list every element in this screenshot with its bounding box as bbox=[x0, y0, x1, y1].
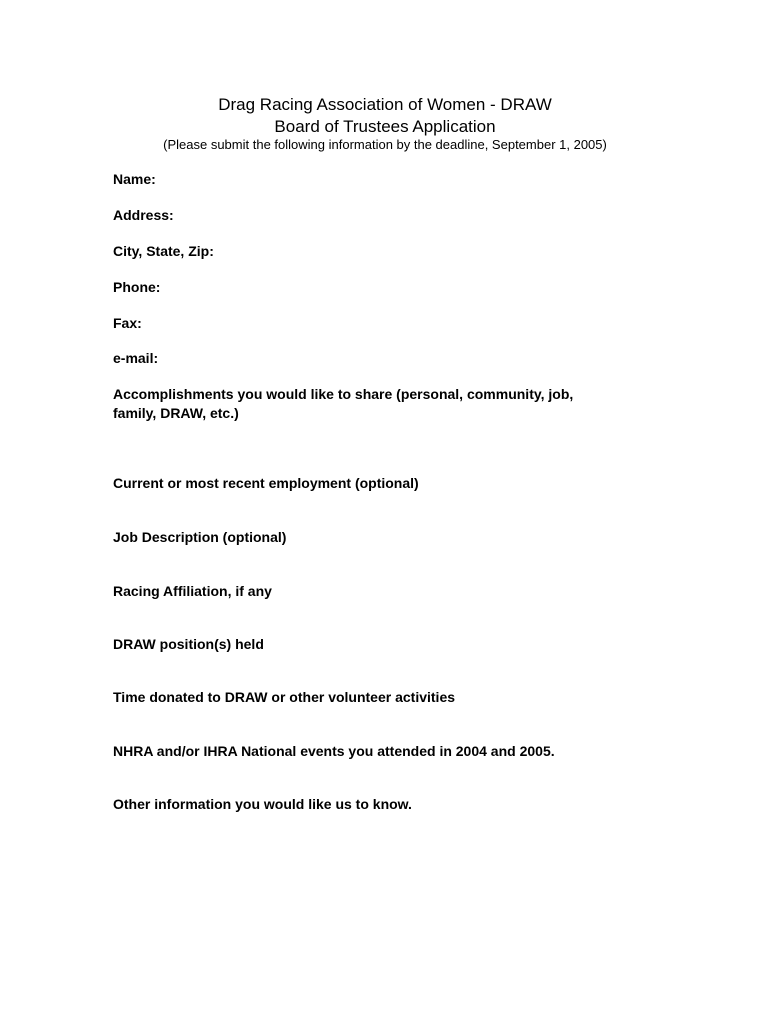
employment-label: Current or most recent employment (optional) bbox=[113, 475, 419, 491]
accomplishments-label: Accomplishments you would like to share (personal, community, job, family, DRAW, etc.) bbox=[113, 386, 574, 421]
document-title: Drag Racing Association of Women - DRAW bbox=[218, 95, 552, 114]
phone-label: Phone: bbox=[113, 279, 161, 295]
time-donated-label: Time donated to DRAW or other volunteer activities bbox=[113, 689, 456, 705]
fax-label: Fax: bbox=[113, 315, 142, 331]
events-attended-label: NHRA and/or IHRA National events you attended in 2004 and 2005. bbox=[113, 743, 555, 759]
address-label: Address: bbox=[113, 207, 174, 223]
racing-affiliation-label: Racing Affiliation, if any bbox=[113, 583, 272, 599]
job-description-label: Job Description (optional) bbox=[113, 529, 287, 545]
document-subtitle-heading: Board of Trustees Application bbox=[274, 117, 496, 136]
name-label: Name: bbox=[113, 171, 156, 187]
submission-deadline-note: (Please submit the following information by the deadline, September 1, 2005) bbox=[163, 137, 607, 152]
draw-positions-label: DRAW position(s) held bbox=[113, 636, 264, 652]
email-label: e-mail: bbox=[113, 350, 159, 366]
city-state-zip-label: City, State, Zip: bbox=[113, 243, 214, 259]
other-information-label: Other information you would like us to know. bbox=[113, 796, 412, 812]
